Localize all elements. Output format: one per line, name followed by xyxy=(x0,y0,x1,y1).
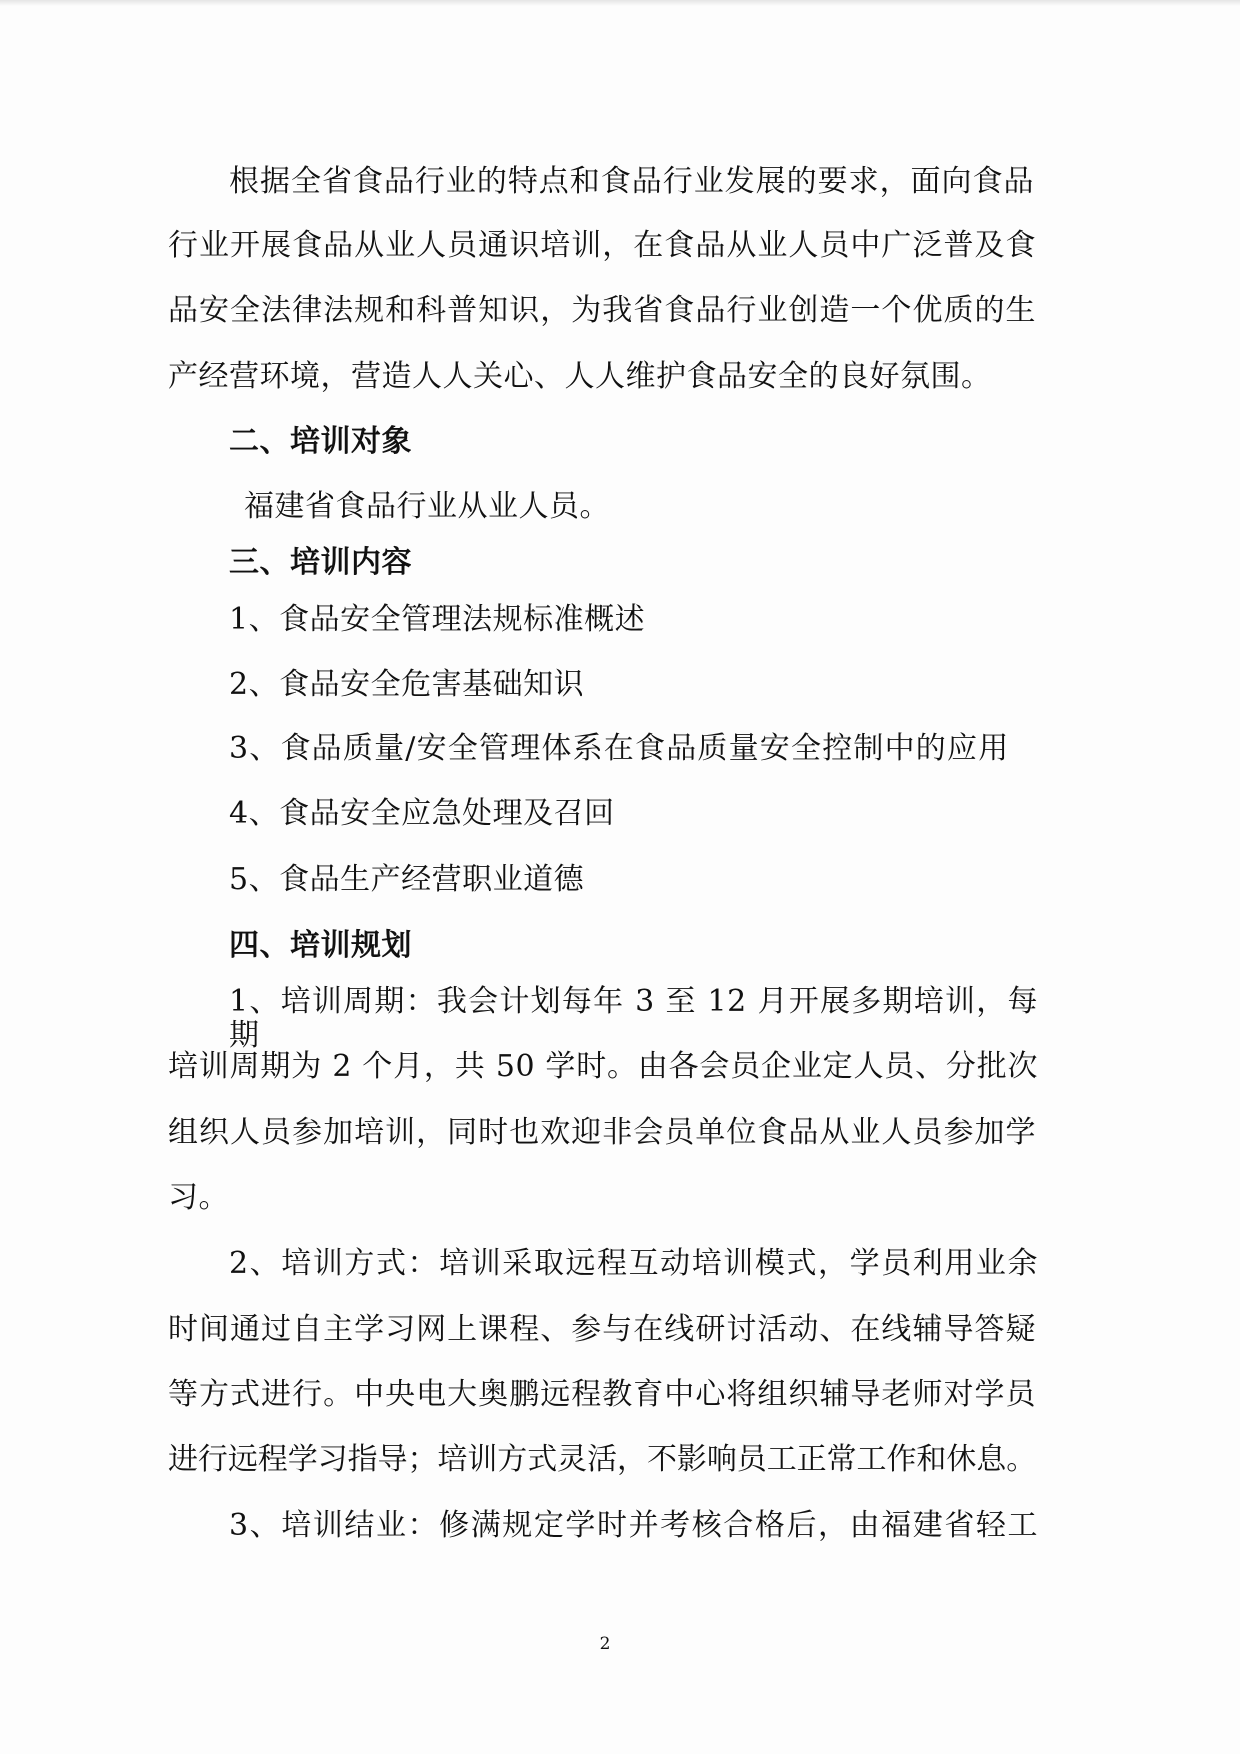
content-item-3: 3、食品质量/安全管理体系在食品质量安全控制中的应用 xyxy=(229,731,1010,766)
plan-line-8: 进行远程学习指导；培训方式灵活，不影响员工正常工作和休息。 xyxy=(168,1442,1036,1477)
page-number: 2 xyxy=(599,1634,611,1654)
plan-line-7: 等方式进行。中央电大奥鹏远程教育中心将组织辅导老师对学员 xyxy=(168,1377,1036,1412)
content-item-1: 1、食品安全管理法规标准概述 xyxy=(229,602,646,637)
plan-line-6: 时间通过自主学习网上课程、参与在线研讨活动、在线辅导答疑 xyxy=(168,1312,1036,1347)
intro-line-2: 行业开展食品从业人员通识培训，在食品从业人员中广泛普及食 xyxy=(168,228,1036,263)
content-item-4: 4、食品安全应急处理及召回 xyxy=(229,796,615,831)
content-item-5: 5、食品生产经营职业道德 xyxy=(229,862,585,897)
section-heading-target-audience: 二、培训对象 xyxy=(229,424,412,459)
plan-line-2: 培训周期为 2 个月，共 50 学时。由各会员企业定人员、分批次 xyxy=(168,1049,1038,1084)
plan-line-4: 习。 xyxy=(168,1180,229,1215)
plan-line-9: 3、培训结业：修满规定学时并考核合格后，由福建省轻工 xyxy=(229,1508,1038,1543)
section-heading-training-plan: 四、培训规划 xyxy=(229,928,412,963)
intro-line-3: 品安全法律法规和科普知识，为我省食品行业创造一个优质的生 xyxy=(168,293,1036,328)
target-audience-text: 福建省食品行业从业人员。 xyxy=(244,489,610,524)
section-heading-training-content: 三、培训内容 xyxy=(229,545,412,580)
scan-shadow xyxy=(0,0,1240,6)
intro-line-4: 产经营环境，营造人人关心、人人维护食品安全的良好氛围。 xyxy=(168,359,992,394)
content-item-2: 2、食品安全危害基础知识 xyxy=(229,667,585,702)
plan-line-3: 组织人员参加培训，同时也欢迎非会员单位食品从业人员参加学 xyxy=(168,1115,1036,1150)
plan-line-5: 2、培训方式：培训采取远程互动培训模式，学员利用业余 xyxy=(229,1246,1038,1281)
plan-line-1: 1、培训周期：我会计划每年 3 至 12 月开展多期培训，每期 xyxy=(229,984,1038,1053)
intro-line-1: 根据全省食品行业的特点和食品行业发展的要求，面向食品 xyxy=(229,164,1034,199)
